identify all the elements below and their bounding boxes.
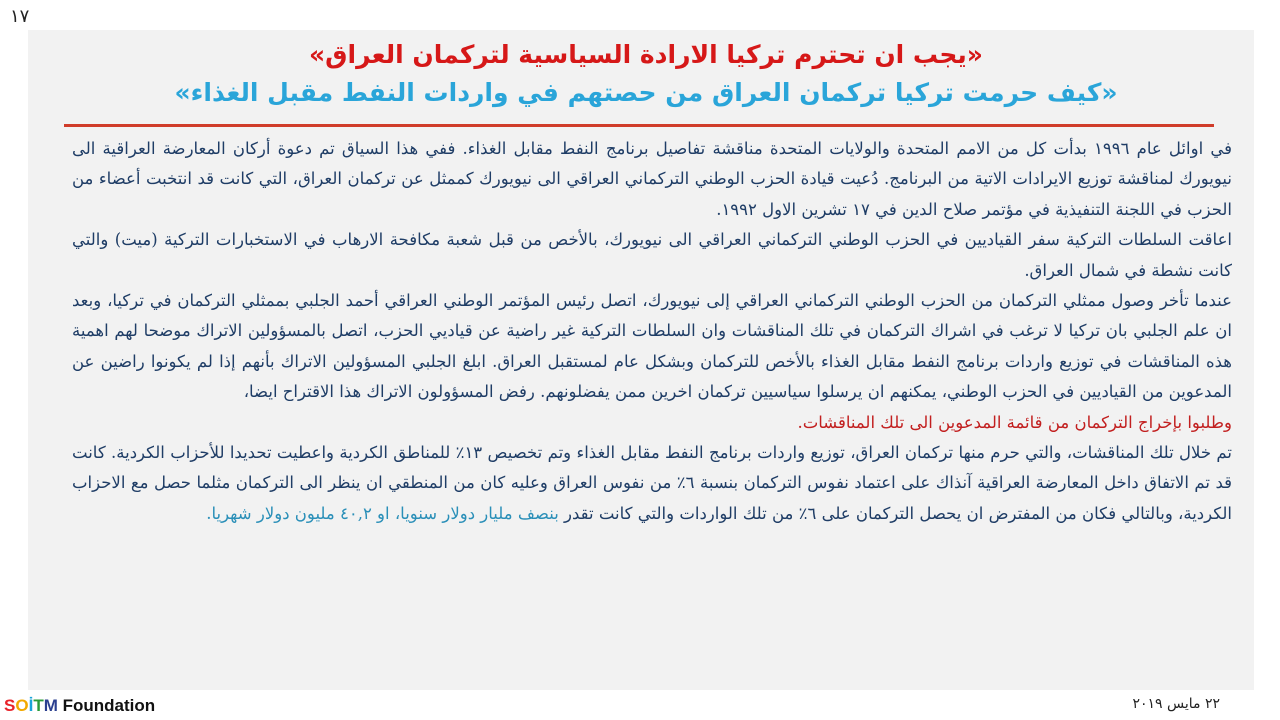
paragraph-4 [72, 438, 1232, 529]
logo-letter-i: İ [28, 696, 34, 715]
body-text [72, 134, 1232, 529]
paragraph-4-emphasis: بنصف مليار دولار سنويا، او ٤٠,٢ مليون دولار شهريا. [206, 503, 559, 523]
title-divider [64, 124, 1214, 127]
logo-letter-o: O [15, 696, 29, 715]
paragraph-3-emphasis: وطلبوا بإخراج التركمان من قائمة المدعوين الى تلك المناقشات. [797, 412, 1232, 432]
soitm-logo [4, 696, 155, 716]
footer-date: ٢٢ مايس ٢٠١٩ [1132, 696, 1220, 712]
logo-foundation-word: Foundation [62, 696, 156, 715]
logo-letter-m: M [43, 696, 58, 715]
logo-letter-s: S [4, 696, 16, 715]
paragraph-3 [72, 286, 1232, 438]
paragraph-4-text: تم خلال تلك المناقشات، والتي حرم منها تركمان العراق، توزيع واردات برنامج النفط مقابل الغذاء وتم تخصيص ١٣٪ للمناطق الكردية واعطيت تحديدا للأحزاب الكردية. كانت قد تم الاتفاق داخل المعارضة العراقية آنذاك على اعتماد نفوس التركمان بنسبة ٦٪ من نفوس العراق وعليه كان من المنطقي ان ينظر الى التركمان مثلما حصل مع الاحزاب الكردية، وبالتالي فكان من المفترض ان يحصل التركمان على ٦٪ من تلك الواردات والتي كانت تقدر [72, 443, 1232, 523]
paragraph-1: في اوائل عام ١٩٩٦ بدأت كل من الامم المتحدة والولايات المتحدة مناقشة تفاصيل برنامج النفط مقابل الغذاء. ففي هذا السياق تم دعوة أركان المعارضة العراقية الى نيويورك لمناقشة توزيع الايرادات الاتية من البرنامج. دُعيت قيادة الحزب الوطني التركماني العراقي الى نيويورك كممثل عن تركمان العراق، التي كانت قد انتخبت أعضاء من الحزب في اللجنة التنفيذية في مؤتمر صلاح الدين في ١٧ تشرين الاول ١٩٩٢. [72, 139, 1232, 219]
paragraph-3-text: عندما تأخر وصول ممثلي التركمان من الحزب الوطني التركماني العراقي إلى نيويورك، اتصل رئيس المؤتمر الوطني العراقي أحمد الجلبي بممثلي التركمان في تركيا، وبعد ان علم الجلبي بان تركيا لا ترغب في اشراك التركمان في تلك المناقشات وان السلطات التركية غير راضية عن قياديي الحزب، اتصل بالمسؤولين الاتراك موضحا لهم اهمية هذه المناقشات في توزيع واردات برنامج النفط مقابل الغذاء بالأخص للتركمان وبشكل عام لمستقبل العراق. ابلغ الجلبي المسؤولين الاتراك بأنهم إذا لم يكونوا راضين عن المدعوين من القياديين في الحزب الوطني، يمكنهم ان يرسلوا سياسيين تركمان اخرين ممن يفضلونهم. رفض المسؤولون الاتراك هذا الاقتراح ايضا، [72, 291, 1232, 402]
title-line-2: «كيف حرمت تركيا تركمان العراق من حصتهم في واردات النفط مقبل الغذاء» [174, 78, 1118, 107]
logo-letter-t: T [33, 696, 44, 715]
title-line-1: «يجب ان تحترم تركيا الارادة السياسية لتركمان العراق» [309, 40, 983, 69]
page-number: ١٧ [10, 6, 30, 27]
paragraph-2: اعاقت السلطات التركية سفر القياديين في الحزب الوطني التركماني العراقي الى نيويورك، بالأخص من قبل شعبة مكافحة الارهاب في الاستخبارات التركية (ميت) والتي كانت نشطة في شمال العراق. [72, 230, 1232, 280]
slide-panel [28, 30, 1254, 690]
